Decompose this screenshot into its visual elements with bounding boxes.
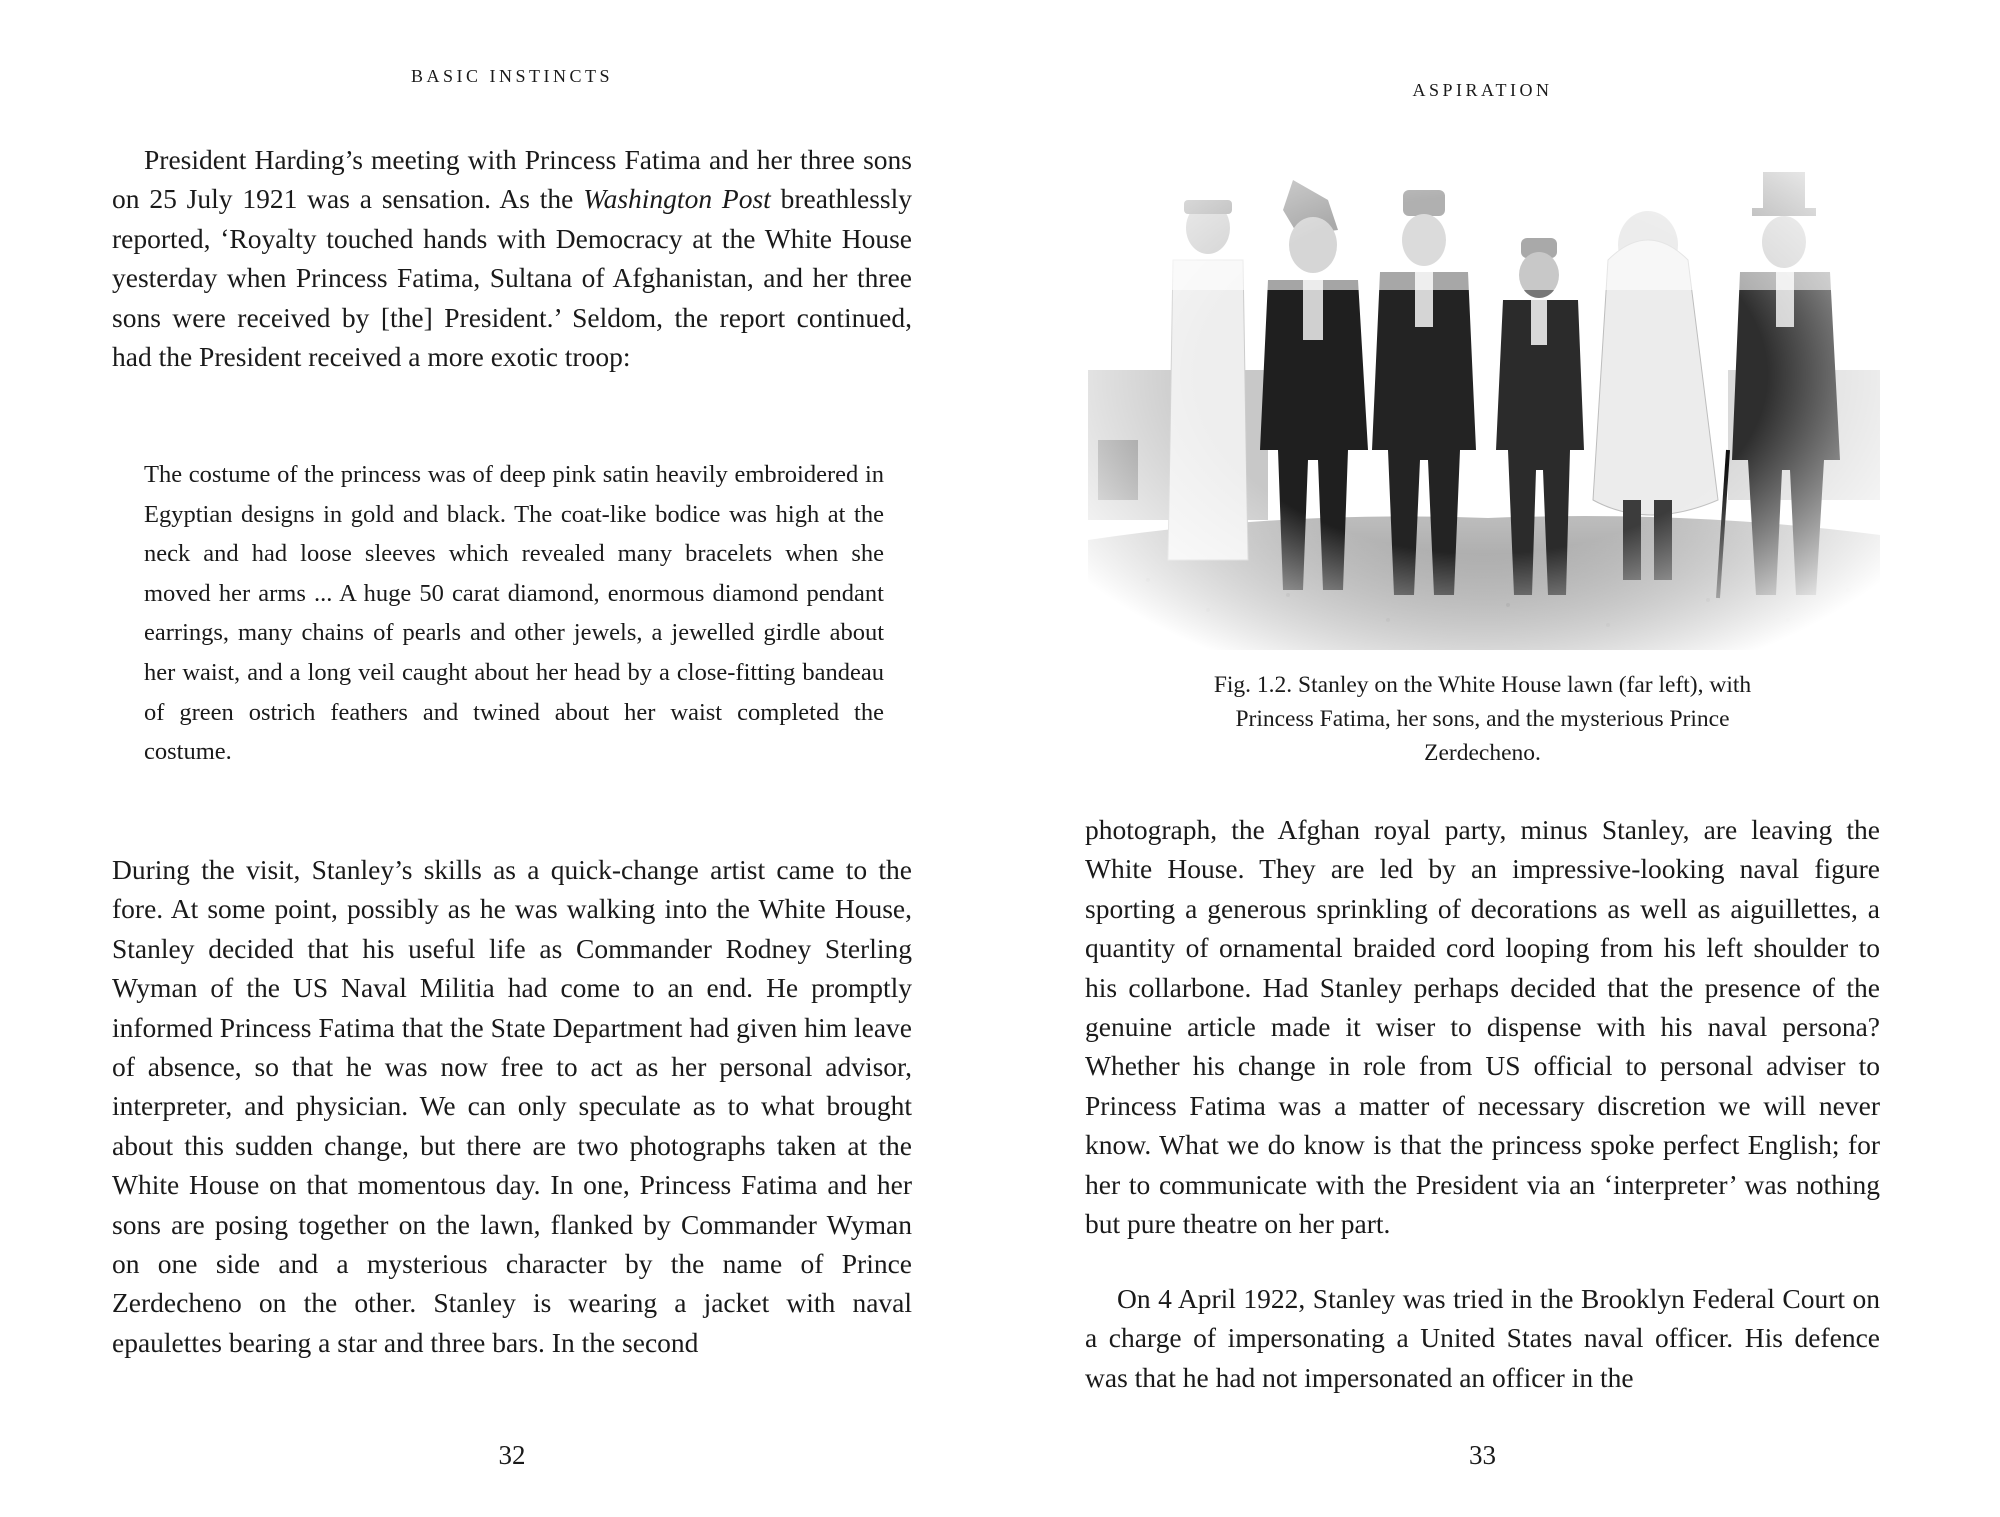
block-quote: The costume of the princess was of deep pink satin heavily embroidered in Egyptian designs in gold and black. The coat-like bodice was high at the neck and had loose sleeves which revealed many bracelets when she moved her arms ... A huge 50 carat diamond, enormous diamond pendant earrings, many chains of pearls and other jewels, a jewelled girdle about her waist, and a long veil caught about her head by a close-fitting bandeau of green ostrich feathers and twined about her waist completed the costume. [144, 461, 884, 766]
caption-line-3: Zerdecheno. [1424, 740, 1541, 766]
figure-caption [1105, 668, 1860, 770]
paragraph-3 [1085, 810, 1880, 1243]
left-page [112, 0, 912, 1517]
white-house-photo [1088, 150, 1880, 650]
caption-line-1: Fig. 1.2. Stanley on the White House lawn (far left), with [1213, 672, 1752, 698]
page-number-right: 33 [1469, 1440, 1496, 1470]
running-head-right: ASPIRATION [1412, 80, 1553, 100]
page-number-left: 32 [498, 1440, 526, 1470]
paragraph-1-text-b: breathlessly reported, ‘Royalty touched hands with Democracy at the White House yesterday when Princess Fatima, Sultana of Afghanistan, and her three sons were received by [the] President.’ Seldom, the report continued, had the President received a more exotic troop: [112, 183, 912, 373]
running-head-left: BASIC INSTINCTS [410, 66, 614, 86]
caption-line-2: Princess Fatima, her sons, and the mysterious Prince [1235, 706, 1730, 732]
photo-illustration [1088, 150, 1880, 650]
paragraph-1-text-a: President Harding’s meeting with Princess Fatima and her three sons on 25 July 1921 was a sensation. As the [112, 144, 912, 215]
right-page [1085, 0, 1880, 1517]
paragraph-3-text: photograph, the Afghan royal party, minus Stanley, are leaving the White House. They are led by an impressive-looking naval figure sporting a generous sprinkling of decorations as well as aiguillettes, a quantity of ornamental braided cord looping from his left shoulder to his collarbone. Had Stanley perhaps decided that the presence of the genuine article made it wiser to dispense with his naval persona? Whether his change in role from US official to personal adviser to Princess Fatima was a matter of necessary discretion we will never know. What we do know is that the princess spoke perfect English; for her to communicate with the President via an ‘interpreter’ was nothing but pure theatre on her part. [1085, 814, 1880, 1240]
paragraph-4-text: On 4 April 1922, Stanley was tried in the Brooklyn Federal Court on a charge of impersonating a United States naval officer. His defence was that he had not impersonated an officer in the [1085, 1283, 1880, 1393]
paragraph-1 [112, 140, 912, 376]
paragraph-2-text: During the visit, Stanley’s skills as a quick-change artist came to the fore. At some point, possibly as he was walking into the White House, Stanley decided that his useful life as Commander Rodney Sterling Wyman of the US Naval Militia had come to an end. He promptly informed Princess Fatima that the State Department had given him leave of absence, so that he was now free to act as her personal advisor, interpreter, and physician. We can only speculate as to what brought about this sudden change, but there are two photographs taken at the White House on that momentous day. In one, Princess Fatima and her sons are posing together on the lawn, flanked by Commander Wyman on one side and a mysterious character by the name of Prince Zerdecheno on the other. Stanley is wearing a jacket with naval epaulettes bearing a star and three bars. In the second [112, 854, 912, 1358]
paragraph-4 [1085, 1279, 1880, 1397]
newspaper-title: Washington Post [583, 183, 771, 215]
paragraph-2 [112, 850, 912, 1362]
